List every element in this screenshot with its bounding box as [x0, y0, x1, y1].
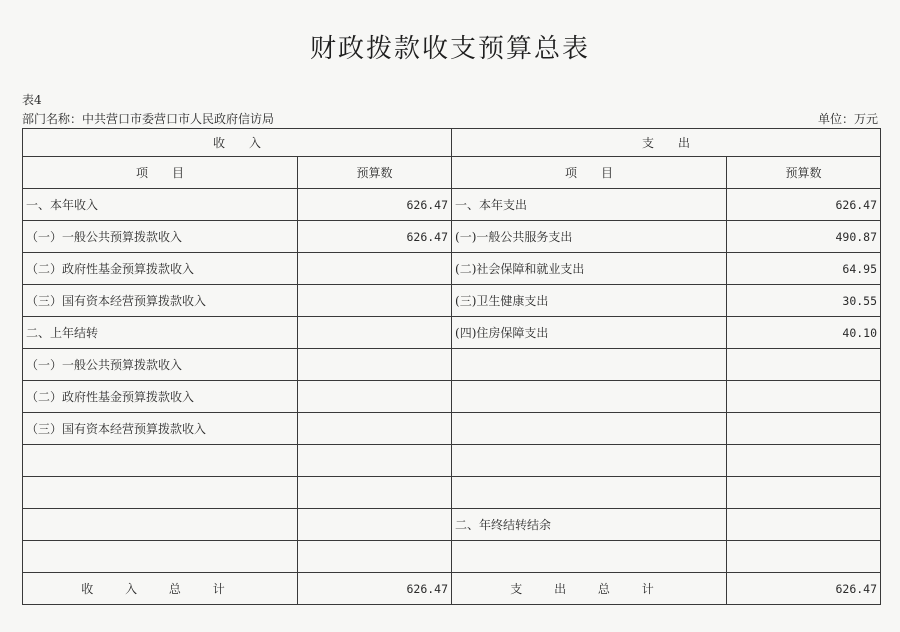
column-header-row: [23, 157, 881, 189]
income-item-cell: 一、本年收入: [23, 189, 298, 221]
expense-value-cell: [727, 381, 881, 413]
table-row: [23, 253, 881, 285]
expense-value-cell: [727, 445, 881, 477]
income-item-cell: [23, 509, 298, 541]
income-value-cell: [298, 317, 452, 349]
table-row: [23, 381, 881, 413]
expense-value-cell: [727, 349, 881, 381]
table-row: [23, 285, 881, 317]
expense-total-label: 支 出 总 计: [452, 573, 727, 605]
expense-total-value: 626.47: [727, 573, 881, 605]
income-item-cell: [23, 477, 298, 509]
section-header-row: [23, 129, 881, 157]
income-item-header: 项 目: [23, 157, 298, 189]
expense-item-cell: 二、年终结转结余: [452, 509, 727, 541]
income-value-cell: [298, 381, 452, 413]
income-total-value: 626.47: [298, 573, 452, 605]
income-value-cell: [298, 413, 452, 445]
expense-item-cell: (一)一般公共服务支出: [452, 221, 727, 253]
expense-budget-header: 预算数: [727, 157, 881, 189]
income-item-cell: （二）政府性基金预算拨款收入: [23, 253, 298, 285]
income-total-label: 收 入 总 计: [23, 573, 298, 605]
expense-item-cell: [452, 445, 727, 477]
income-section-header: 收 入: [23, 129, 452, 157]
expense-item-cell: (二)社会保障和就业支出: [452, 253, 727, 285]
expense-value-cell: [727, 413, 881, 445]
unit-label: 单位：万元: [817, 112, 878, 126]
income-value-cell: [298, 541, 452, 573]
income-budget-header: 预算数: [298, 157, 452, 189]
page-title: 财政拨款收支预算总表: [309, 34, 590, 64]
expense-item-cell: [452, 349, 727, 381]
income-item-cell: （一）一般公共预算拨款收入: [23, 349, 298, 381]
table-row: [23, 189, 881, 221]
income-value-cell: 626.47: [298, 221, 452, 253]
table-row: [23, 349, 881, 381]
table-row: [23, 445, 881, 477]
expense-item-cell: [452, 477, 727, 509]
expense-value-cell: [727, 477, 881, 509]
income-value-cell: [298, 285, 452, 317]
table-row: [23, 317, 881, 349]
income-item-cell: （一）一般公共预算拨款收入: [23, 221, 298, 253]
expense-item-cell: [452, 381, 727, 413]
expense-item-cell: [452, 541, 727, 573]
income-value-cell: [298, 509, 452, 541]
table-row: [23, 221, 881, 253]
income-item-cell: [23, 445, 298, 477]
table-row: [23, 413, 881, 445]
totals-row: [23, 573, 881, 605]
income-item-cell: [23, 541, 298, 573]
income-value-cell: [298, 477, 452, 509]
expense-value-cell: 626.47: [727, 189, 881, 221]
expense-value-cell: 490.87: [727, 221, 881, 253]
table-row: [23, 541, 881, 573]
expense-value-cell: 64.95: [727, 253, 881, 285]
expense-value-cell: 30.55: [727, 285, 881, 317]
income-item-cell: （三）国有资本经营预算拨款收入: [23, 285, 298, 317]
table-number: 表4: [22, 93, 42, 107]
income-item-cell: 二、上年结转: [23, 317, 298, 349]
expense-item-cell: (四)住房保障支出: [452, 317, 727, 349]
income-item-cell: （二）政府性基金预算拨款收入: [23, 381, 298, 413]
budget-summary-table: [22, 128, 881, 605]
department-name: 部门名称：中共营口市委营口市人民政府信访局: [22, 112, 275, 126]
expense-value-cell: [727, 509, 881, 541]
expense-item-cell: [452, 413, 727, 445]
expense-section-header: 支 出: [452, 129, 881, 157]
expense-item-cell: (三)卫生健康支出: [452, 285, 727, 317]
table-row: [23, 509, 881, 541]
table-row: [23, 477, 881, 509]
income-value-cell: [298, 253, 452, 285]
income-item-cell: （三）国有资本经营预算拨款收入: [23, 413, 298, 445]
income-value-cell: [298, 349, 452, 381]
expense-value-cell: [727, 541, 881, 573]
expense-item-header: 项 目: [452, 157, 727, 189]
income-value-cell: [298, 445, 452, 477]
income-value-cell: 626.47: [298, 189, 452, 221]
expense-item-cell: 一、本年支出: [452, 189, 727, 221]
expense-value-cell: 40.10: [727, 317, 881, 349]
